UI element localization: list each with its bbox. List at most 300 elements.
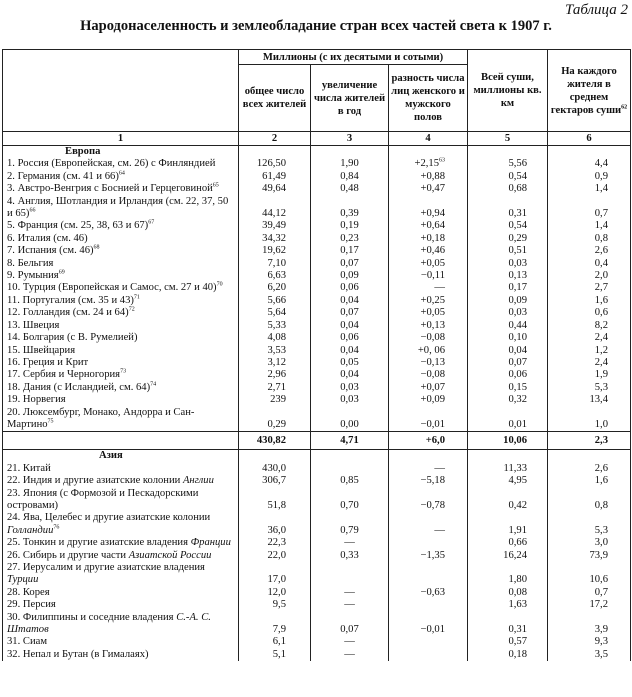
hectares-cell: 2,6	[548, 245, 631, 257]
footnote-ref: 65	[212, 182, 219, 189]
sex-difference-value: +0, 06	[417, 344, 445, 356]
hectares-cell: 2,6	[548, 463, 631, 475]
header-group: Миллионы (с их десятыми и сотыми)	[239, 50, 468, 65]
empty-cell	[311, 450, 389, 463]
table-row	[3, 550, 631, 562]
increase-cell: —	[311, 587, 389, 599]
country-name	[3, 233, 239, 245]
header-col6-sup: 62	[621, 103, 628, 110]
table-row	[3, 599, 631, 611]
sex-difference-value: +0,09	[420, 394, 445, 406]
country-name	[3, 183, 239, 195]
land-area-cell: 0,08	[468, 587, 548, 599]
country-name	[3, 369, 239, 381]
hectares-cell: 3,9	[548, 612, 631, 637]
population-cell: 5,1	[239, 649, 311, 661]
land-area-cell: 0,01	[468, 407, 548, 432]
population-cell: 9,5	[239, 599, 311, 611]
hectares-cell: 2,7	[548, 282, 631, 294]
land-area-cell: 0,15	[468, 382, 548, 394]
population-cell: 430,0	[239, 463, 311, 475]
country-owner: Голландии	[7, 524, 54, 536]
population-cell: 6,1	[239, 636, 311, 648]
hectares-cell: 2,4	[548, 357, 631, 369]
increase-cell: 0,48	[311, 183, 389, 195]
land-area-cell: 0,18	[468, 649, 548, 661]
sex-difference-cell	[389, 233, 468, 245]
header-blank	[3, 50, 239, 132]
hectares-cell: 1,6	[548, 475, 631, 487]
land-area-cell: 0,32	[468, 394, 548, 406]
population-cell: 34,32	[239, 233, 311, 245]
sex-difference-value: +0,07	[420, 381, 445, 393]
sex-difference-cell	[389, 636, 468, 648]
land-area-cell: 0,54	[468, 171, 548, 183]
increase-cell: —	[311, 649, 389, 661]
country-label: 32. Непал и Бутан (в Гималаях)	[7, 648, 149, 660]
increase-cell: 1,90	[311, 158, 389, 170]
country-name	[3, 599, 239, 611]
country-name	[3, 332, 239, 344]
country-label: 22. Индия и другие азиатские колонии	[7, 475, 181, 487]
country-label: 11. Португалия (см. 35 и 43)	[7, 294, 134, 306]
increase-cell	[311, 562, 389, 587]
country-label: 18. Дания (с Исландией, см. 64)	[7, 381, 151, 393]
footnote-ref: 63	[439, 157, 445, 164]
country-name	[3, 357, 239, 369]
sex-difference-cell	[389, 649, 468, 661]
header-col5: Всей суши, миллионы кв. км	[468, 50, 548, 132]
population-cell: 5,66	[239, 295, 311, 307]
hectares-cell: 10,6	[548, 562, 631, 587]
land-area-cell: 0,09	[468, 295, 548, 307]
hectares-cell: 0,8	[548, 488, 631, 513]
country-label: 6. Италия (см. 46)	[7, 232, 88, 244]
population-cell: 51,8	[239, 488, 311, 513]
country-name	[3, 270, 239, 282]
sex-difference-cell	[389, 245, 468, 257]
increase-cell: 0,84	[311, 171, 389, 183]
table-row	[3, 233, 631, 245]
land-area-cell: 0,31	[468, 612, 548, 637]
country-label: 26. Сибирь и другие части	[7, 549, 127, 561]
land-area-cell: 0,54	[468, 220, 548, 232]
sex-difference-value: −0,63	[420, 586, 445, 598]
country-name	[3, 550, 239, 562]
table-row	[3, 245, 631, 257]
country-label: 25. Тонкин и другие азиатские владения	[7, 537, 188, 549]
increase-cell: 0,07	[311, 612, 389, 637]
footnote-ref: 70	[216, 281, 223, 288]
population-cell: 7,9	[239, 612, 311, 637]
country-label: 28. Корея	[7, 586, 50, 598]
table-row	[3, 258, 631, 270]
hectares-cell: 0,7	[548, 196, 631, 221]
land-area-cell: 16,24	[468, 550, 548, 562]
hectares-cell: 3,5	[548, 649, 631, 661]
sex-difference-cell	[389, 345, 468, 357]
land-area-cell: 1,63	[468, 599, 548, 611]
increase-cell: 0,07	[311, 307, 389, 319]
land-area-cell: 0,03	[468, 258, 548, 270]
country-label: 31. Сиам	[7, 636, 48, 648]
footnote-ref: 67	[148, 219, 155, 226]
country-name	[3, 345, 239, 357]
hectares-cell: 1,2	[548, 345, 631, 357]
land-area-cell: 0,29	[468, 233, 548, 245]
sex-difference-cell	[389, 587, 468, 599]
table-row	[3, 220, 631, 232]
country-owner: С.-А. С. Штатов	[7, 611, 211, 636]
country-label: 3. Австро-Венгрия с Боснией и Герцеговиной	[7, 183, 213, 195]
country-name	[3, 295, 239, 307]
sex-difference-cell	[389, 394, 468, 406]
country-name	[3, 512, 239, 537]
header-col2: общее число всех жителей	[239, 65, 311, 132]
population-cell: 12,0	[239, 587, 311, 599]
hectares-cell: 0,4	[548, 258, 631, 270]
sex-difference-cell	[389, 599, 468, 611]
header-col6-text: На каждого жителя в среднем гектаров суши	[550, 65, 622, 116]
population-cell: 126,50	[239, 158, 311, 170]
population-cell: 3,53	[239, 345, 311, 357]
country-name	[3, 488, 239, 513]
empty-cell	[311, 146, 389, 159]
land-area-cell: 0,66	[468, 537, 548, 549]
header-col3: увеличение числа жителей в год	[311, 65, 389, 132]
sex-difference-value: —	[434, 462, 445, 474]
sex-difference-value: +0,88	[420, 170, 445, 182]
footnote-ref: 64	[118, 170, 125, 177]
table-row	[3, 562, 631, 587]
hectares-cell: 5,3	[548, 382, 631, 394]
section-heading: Азия	[3, 450, 239, 463]
country-label: 20. Люксембург, Монако, Андорра и Сан-Мартино	[7, 406, 195, 430]
sex-difference-value: −0,78	[420, 499, 445, 511]
sex-difference-value: +0,94	[420, 208, 445, 220]
country-name	[3, 587, 239, 599]
sex-difference-cell	[389, 220, 468, 232]
land-area-cell: 0,06	[468, 369, 548, 381]
population-cell: 3,12	[239, 357, 311, 369]
sex-difference-value: +0,47	[420, 183, 445, 195]
sex-difference-cell	[389, 171, 468, 183]
footnote-ref: 69	[58, 269, 65, 276]
population-cell: 306,7	[239, 475, 311, 487]
country-name	[3, 258, 239, 270]
hectares-cell: 0,9	[548, 171, 631, 183]
table-row	[3, 357, 631, 369]
increase-cell: 0,06	[311, 332, 389, 344]
sex-difference-cell	[389, 550, 468, 562]
increase-cell: 0,04	[311, 320, 389, 332]
country-name	[3, 382, 239, 394]
country-name	[3, 320, 239, 332]
increase-cell: 0,09	[311, 270, 389, 282]
sex-difference-value: +0,13	[420, 319, 445, 331]
sex-difference-value: −1,35	[420, 549, 445, 561]
empty-cell	[548, 146, 631, 159]
empty-cell	[468, 450, 548, 463]
country-label: 30. Филиппины и соседние владения	[7, 611, 174, 623]
country-label: 15. Швейцария	[7, 344, 76, 356]
population-cell: 6,20	[239, 282, 311, 294]
index-cell: 2	[239, 132, 311, 146]
population-cell: 239	[239, 394, 311, 406]
index-row	[3, 132, 631, 146]
increase-cell: 0,05	[311, 357, 389, 369]
country-label: 21. Китай	[7, 462, 51, 474]
land-area-cell: 0,44	[468, 320, 548, 332]
population-cell: 61,49	[239, 171, 311, 183]
country-label: 16. Греция и Крит	[7, 356, 89, 368]
sex-difference-cell	[389, 562, 468, 587]
increase-cell: 0,33	[311, 550, 389, 562]
total-increase: 4,71	[311, 432, 389, 450]
increase-cell: —	[311, 537, 389, 549]
empty-cell	[468, 146, 548, 159]
index-cell: 4	[389, 132, 468, 146]
index-cell: 3	[311, 132, 389, 146]
sex-difference-cell	[389, 183, 468, 195]
header-col4: разность числа лиц женского и мужского полов	[389, 65, 468, 132]
country-owner: Англии	[182, 475, 214, 487]
population-table	[2, 49, 631, 661]
sex-difference-cell	[389, 332, 468, 344]
population-cell: 36,0	[239, 512, 311, 537]
table-row	[3, 463, 631, 475]
table-row	[3, 587, 631, 599]
land-area-cell: 0,31	[468, 196, 548, 221]
sex-difference-value: −5,18	[420, 475, 445, 487]
country-name	[3, 282, 239, 294]
land-area-cell: 4,95	[468, 475, 548, 487]
country-owner: Турции	[7, 574, 39, 586]
hectares-cell: 0,7	[548, 587, 631, 599]
country-name	[3, 612, 239, 637]
population-cell: 0,29	[239, 407, 311, 432]
empty-cell	[239, 146, 311, 159]
table-row	[3, 270, 631, 282]
sex-difference-cell	[389, 612, 468, 637]
increase-cell: 0,79	[311, 512, 389, 537]
footnote-ref: 66	[29, 207, 36, 214]
increase-cell: 0,06	[311, 282, 389, 294]
total-label	[3, 432, 239, 450]
increase-cell: 0,00	[311, 407, 389, 432]
land-area-cell: 1,80	[468, 562, 548, 587]
population-cell: 2,96	[239, 369, 311, 381]
footnote-ref: 72	[128, 306, 135, 313]
sex-difference-cell	[389, 382, 468, 394]
country-label: 13. Швеция	[7, 319, 60, 331]
sex-difference-cell	[389, 295, 468, 307]
increase-cell: 0,03	[311, 382, 389, 394]
hectares-cell: 1,4	[548, 183, 631, 195]
country-name	[3, 171, 239, 183]
increase-cell: 0,19	[311, 220, 389, 232]
sex-difference-cell	[389, 369, 468, 381]
country-label: 5. Франция (см. 25, 38, 63 и 67)	[7, 220, 149, 232]
table-row	[3, 369, 631, 381]
country-label: 29. Персия	[7, 599, 56, 611]
empty-cell	[548, 450, 631, 463]
table-row	[3, 282, 631, 294]
country-name	[3, 537, 239, 549]
sex-difference-value: +0,18	[420, 232, 445, 244]
hectares-cell: 2,0	[548, 270, 631, 282]
population-cell: 4,08	[239, 332, 311, 344]
population-cell: 6,63	[239, 270, 311, 282]
sex-difference-value: +0,25	[420, 294, 445, 306]
land-area-cell: 0,10	[468, 332, 548, 344]
empty-cell	[389, 146, 468, 159]
footnote-ref: 71	[133, 294, 140, 301]
table-row	[3, 612, 631, 637]
population-cell: 17,0	[239, 562, 311, 587]
increase-cell: 0,23	[311, 233, 389, 245]
hectares-cell: 5,3	[548, 512, 631, 537]
sex-difference-cell	[389, 307, 468, 319]
table-row	[3, 488, 631, 513]
population-cell: 2,71	[239, 382, 311, 394]
population-cell: 22,3	[239, 537, 311, 549]
total-land-area: 10,06	[468, 432, 548, 450]
country-label: 19. Норвегия	[7, 394, 66, 406]
increase-cell: —	[311, 599, 389, 611]
table-row	[3, 196, 631, 221]
sex-difference-cell	[389, 475, 468, 487]
country-owner: Азиатской России	[128, 549, 212, 561]
land-area-cell: 0,03	[468, 307, 548, 319]
page-title: Народонаселенность и землеобладание стран всех частей света к 1907 г.	[80, 18, 552, 34]
hectares-cell: 1,4	[548, 220, 631, 232]
country-label: 17. Сербия и Черногория	[7, 369, 121, 381]
sex-difference-cell	[389, 357, 468, 369]
population-cell: 44,12	[239, 196, 311, 221]
country-label: 24. Ява, Целебес и другие азиатские колонии	[7, 512, 211, 524]
country-label: 1. Россия (Европейская, см. 26) с Финляндией	[7, 158, 216, 170]
country-name	[3, 649, 239, 661]
land-area-cell: 11,33	[468, 463, 548, 475]
total-hectares: 2,3	[548, 432, 631, 450]
footnote-ref: 75	[47, 418, 54, 425]
section-row	[3, 146, 631, 159]
table-row	[3, 394, 631, 406]
sex-difference-cell	[389, 488, 468, 513]
header-col6	[548, 50, 631, 132]
increase-cell: 0,03	[311, 394, 389, 406]
country-name	[3, 394, 239, 406]
country-label: 7. Испания (см. 46)	[7, 245, 94, 257]
empty-cell	[239, 450, 311, 463]
footnote-ref: 74	[150, 381, 157, 388]
hectares-cell: 1,6	[548, 295, 631, 307]
footnote-ref: 76	[53, 524, 60, 531]
increase-cell: 0,04	[311, 295, 389, 307]
population-cell: 22,0	[239, 550, 311, 562]
country-label: 2. Германия (см. 41 и 66)	[7, 170, 119, 182]
sex-difference-value: +0,05	[420, 257, 445, 269]
table-row	[3, 537, 631, 549]
hectares-cell: 8,2	[548, 320, 631, 332]
index-cell: 1	[3, 132, 239, 146]
population-cell: 5,33	[239, 320, 311, 332]
sex-difference-cell	[389, 463, 468, 475]
sex-difference-value: −0,13	[420, 356, 445, 368]
sex-difference-value: +0,05	[420, 307, 445, 319]
section-heading: Европа	[3, 146, 239, 159]
table-row	[3, 158, 631, 170]
table-row	[3, 649, 631, 661]
increase-cell: 0,04	[311, 369, 389, 381]
hectares-cell: 17,2	[548, 599, 631, 611]
hectares-cell: 73,9	[548, 550, 631, 562]
table-row	[3, 475, 631, 487]
index-cell: 6	[548, 132, 631, 146]
land-area-cell: 5,56	[468, 158, 548, 170]
table-body	[3, 132, 631, 662]
increase-cell: 0,17	[311, 245, 389, 257]
increase-cell	[311, 463, 389, 475]
sex-difference-cell	[389, 282, 468, 294]
population-cell: 19,62	[239, 245, 311, 257]
sex-difference-cell	[389, 258, 468, 270]
country-name	[3, 562, 239, 587]
country-name	[3, 475, 239, 487]
increase-cell: 0,70	[311, 488, 389, 513]
sex-difference-value: —	[434, 524, 445, 536]
hectares-cell: 2,4	[548, 332, 631, 344]
land-area-cell: 0,68	[468, 183, 548, 195]
hectares-cell: 0,8	[548, 233, 631, 245]
country-label: 14. Болгария (с В. Румелией)	[7, 332, 138, 344]
country-label: 12. Голландия (см. 24 и 64)	[7, 307, 129, 319]
empty-cell	[389, 450, 468, 463]
total-row	[3, 432, 631, 450]
sex-difference-cell	[389, 407, 468, 432]
country-name	[3, 307, 239, 319]
increase-cell: 0,07	[311, 258, 389, 270]
country-name	[3, 220, 239, 232]
population-cell: 5,64	[239, 307, 311, 319]
table-row	[3, 171, 631, 183]
hectares-cell: 1,0	[548, 407, 631, 432]
country-name	[3, 245, 239, 257]
sex-difference-cell	[389, 320, 468, 332]
hectares-cell: 4,4	[548, 158, 631, 170]
sex-difference-cell	[389, 158, 468, 170]
country-label: 27. Иерусалим и другие азиатские владения	[7, 562, 205, 573]
hectares-cell: 9,3	[548, 636, 631, 648]
total-population: 430,82	[239, 432, 311, 450]
table-row	[3, 332, 631, 344]
hectares-cell: 0,6	[548, 307, 631, 319]
sex-difference-cell	[389, 270, 468, 282]
population-cell: 7,10	[239, 258, 311, 270]
table-row	[3, 382, 631, 394]
sex-difference-value: +2,15	[414, 158, 439, 170]
sex-difference-value: −0,11	[420, 270, 445, 282]
table-row	[3, 636, 631, 648]
country-name	[3, 407, 239, 432]
hectares-cell: 3,0	[548, 537, 631, 549]
table-row	[3, 307, 631, 319]
section-row	[3, 450, 631, 463]
footnote-ref: 73	[120, 368, 127, 375]
total-sex-difference: +6,0	[389, 432, 468, 450]
land-area-cell: 0,42	[468, 488, 548, 513]
